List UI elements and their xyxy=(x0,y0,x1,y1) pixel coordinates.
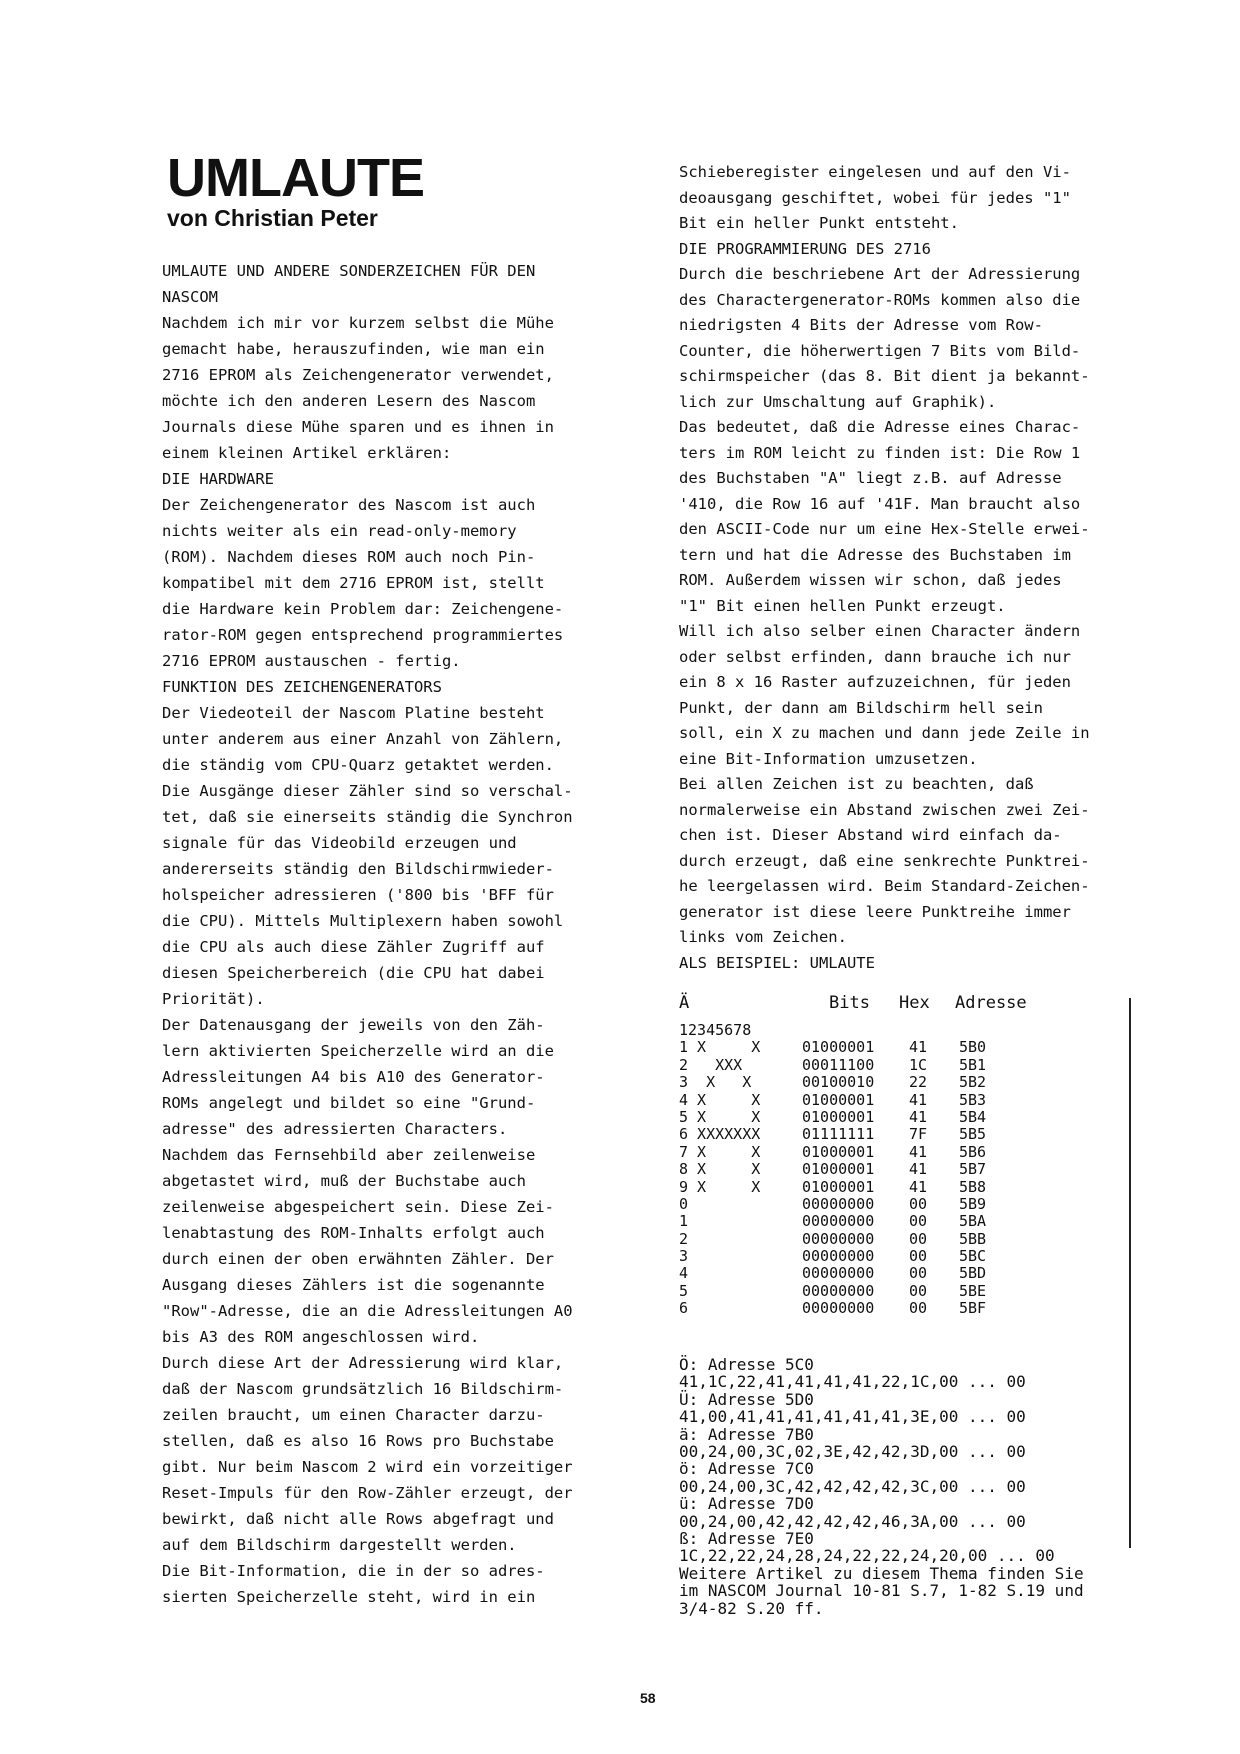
text-line: Der Viedeoteil der Nascom Platine besteht xyxy=(162,704,545,722)
umlaut-line: 3/4-82 S.20 ff. xyxy=(679,1598,824,1618)
row-hex: 41 xyxy=(909,1090,928,1109)
umlaut-list xyxy=(679,1356,1084,1617)
text-line: chen ist. Dieser Abstand wird einfach da- xyxy=(679,826,1062,844)
umlaut-line: 41,1C,22,41,41,41,41,22,1C,00 ... 00 xyxy=(679,1372,1026,1392)
text-line: bis A3 des ROM angeschlossen wird. xyxy=(162,1328,480,1346)
text-line: durch einen der oben erwähnten Zähler. Der xyxy=(162,1250,554,1268)
row-hex: 00 xyxy=(909,1299,928,1318)
text-line: Priorität). xyxy=(162,990,265,1008)
row-hex: 00 xyxy=(909,1264,928,1283)
row-bits: 00000000 xyxy=(802,1229,875,1248)
vertical-rule xyxy=(1129,998,1131,1548)
row-address: 5B2 xyxy=(959,1073,987,1092)
text-line: kompatibel mit dem 2716 EPROM ist, stellt xyxy=(162,574,545,592)
row-pattern: 1 X X xyxy=(679,1038,761,1057)
row-hex: 00 xyxy=(909,1212,928,1231)
text-line: Ausgang dieses Zählers ist die sogenannte xyxy=(162,1276,545,1294)
text-line: gemacht habe, herauszufinden, wie man ein xyxy=(162,340,545,358)
text-line: den ASCII-Code nur um eine Hex-Stelle erwei- xyxy=(679,520,1090,538)
text-line: durch erzeugt, daß eine senkrechte Punktrei- xyxy=(679,851,1090,870)
text-line: ters im ROM leicht zu finden ist: Die Row 1 xyxy=(679,443,1081,462)
umlaut-line: im NASCOM Journal 10-81 S.7, 1-82 S.19 und xyxy=(679,1581,1084,1601)
text-line: die Hardware kein Problem dar: Zeichengene- xyxy=(162,600,564,618)
text-line: Durch die beschriebene Art der Adressierung xyxy=(679,265,1081,283)
row-pattern: 2 XXX xyxy=(679,1055,743,1074)
text-line: "1" Bit einen hellen Punkt erzeugt. xyxy=(679,596,1006,615)
row-address: 5B5 xyxy=(959,1125,987,1144)
text-line: daß der Nascom grundsätzlich 16 Bildschirm- xyxy=(162,1380,564,1398)
row-pattern: 1 xyxy=(679,1212,689,1231)
umlaut-line: 00,24,00,3C,02,3E,42,42,3D,00 ... 00 xyxy=(679,1442,1026,1462)
row-address: 5BA xyxy=(959,1212,987,1231)
article-author: von Christian Peter xyxy=(167,205,378,231)
text-line: Counter, die höherwertigen 7 Bits vom Bild- xyxy=(679,341,1081,360)
table-ruler: 12345678 xyxy=(679,1021,752,1039)
umlaut-line: 41,00,41,41,41,41,41,41,3E,00 ... 00 xyxy=(679,1407,1026,1427)
text-line: NASCOM xyxy=(162,288,218,306)
text-line: einem kleinen Artikel erklären: xyxy=(162,444,452,462)
row-bits: 00000000 xyxy=(802,1194,875,1213)
umlaut-line: ä: Adresse 7B0 xyxy=(679,1424,814,1444)
text-line: ROMs angelegt und bildet so eine "Grund- xyxy=(162,1094,536,1112)
text-line: Punkt, der dann am Bildschirm hell sein xyxy=(679,698,1043,717)
row-pattern: 6 XXXXXXX xyxy=(679,1125,761,1144)
table-head-bits: Bits xyxy=(829,993,870,1013)
text-line: ein 8 x 16 Raster aufzuzeichnen, für jeden xyxy=(679,673,1071,691)
text-line: normalerweise ein Abstand zwischen zwei Zei- xyxy=(679,800,1090,819)
row-address: 5B4 xyxy=(959,1107,987,1126)
right-column xyxy=(679,160,1149,976)
text-line: 2716 EPROM als Zeichengenerator verwendet, xyxy=(162,366,554,384)
row-address: 5B0 xyxy=(959,1038,987,1057)
text-line: gibt. Nur beim Nascom 2 wird ein vorzeitiger xyxy=(162,1458,573,1476)
row-address: 5B9 xyxy=(959,1194,987,1213)
text-line: (ROM). Nachdem dieses ROM auch noch Pin- xyxy=(162,548,536,566)
text-line: zeilen braucht, um einen Character darzu- xyxy=(162,1406,545,1424)
row-bits: 01000001 xyxy=(802,1142,875,1161)
row-bits: 01000001 xyxy=(802,1177,875,1196)
text-line: UMLAUTE UND ANDERE SONDERZEICHEN FÜR DEN xyxy=(162,262,536,280)
text-line: Bei allen Zeichen ist zu beachten, daß xyxy=(679,775,1034,793)
row-bits: 01000001 xyxy=(802,1107,875,1126)
row-pattern: 7 X X xyxy=(679,1142,761,1161)
text-line: Nachdem ich mir vor kurzem selbst die Mühe xyxy=(162,314,554,332)
row-address: 5B3 xyxy=(959,1090,987,1109)
umlaut-line: ß: Adresse 7E0 xyxy=(679,1529,814,1549)
text-line: DIE PROGRAMMIERUNG DES 2716 xyxy=(679,239,931,258)
text-line: he leergelassen wird. Beim Standard-Zeichen- xyxy=(679,877,1090,895)
row-address: 5B8 xyxy=(959,1177,987,1196)
umlaut-line: 00,24,00,42,42,42,42,46,3A,00 ... 00 xyxy=(679,1511,1026,1531)
text-line: oder selbst erfinden, dann brauche ich nur xyxy=(679,647,1071,666)
text-line: deoausgang geschiftet, wobei für jedes "1" xyxy=(679,188,1071,207)
row-bits: 00000000 xyxy=(802,1247,875,1266)
text-line: links vom Zeichen. xyxy=(679,928,847,946)
umlaut-line: ü: Adresse 7D0 xyxy=(679,1494,814,1514)
text-line: Das bedeutet, daß die Adresse eines Charac- xyxy=(679,418,1081,436)
row-pattern: 4 xyxy=(679,1264,689,1283)
row-pattern: 2 xyxy=(679,1229,689,1248)
text-line: Adressleitungen A4 bis A10 des Generator- xyxy=(162,1068,545,1086)
text-line: unter anderem aus einer Anzahl von Zählern, xyxy=(162,730,564,748)
row-bits: 01000001 xyxy=(802,1090,875,1109)
text-line: soll, ein X zu machen und dann jede Zeile in xyxy=(679,724,1090,742)
row-pattern: 5 X X xyxy=(679,1107,761,1126)
row-bits: 01111111 xyxy=(802,1125,875,1144)
text-line: Die Ausgänge dieser Zähler sind so verschal- xyxy=(162,782,573,800)
text-line: lich zur Umschaltung auf Graphik). xyxy=(679,392,997,411)
text-line: adresse" des adressierten Characters. xyxy=(162,1120,508,1138)
text-line: "Row"-Adresse, die an die Adressleitungen A0 xyxy=(162,1302,573,1320)
umlaut-line: Weitere Artikel zu diesem Thema finden Sie xyxy=(679,1563,1084,1583)
row-address: 5B1 xyxy=(959,1055,987,1074)
umlaut-line: ö: Adresse 7C0 xyxy=(679,1459,814,1479)
umlaut-line: 1C,22,22,24,28,24,22,22,24,20,00 ... 00 xyxy=(679,1546,1055,1566)
row-pattern: 6 xyxy=(679,1299,689,1318)
row-pattern: 4 X X xyxy=(679,1090,761,1109)
article-title: UMLAUTE xyxy=(167,148,424,208)
text-line: '410, die Row 16 auf '41F. Man braucht also xyxy=(679,494,1081,513)
text-line: tet, daß sie einerseits ständig die Synchron xyxy=(162,808,573,826)
row-hex: 22 xyxy=(909,1073,928,1092)
text-line: auf dem Bildschirm dargestellt werden. xyxy=(162,1536,517,1554)
text-line: sierten Speicherzelle steht, wird in ein xyxy=(162,1588,536,1606)
text-line: diesen Speicherbereich (die CPU hat dabei xyxy=(162,964,545,982)
row-hex: 00 xyxy=(909,1247,928,1266)
umlaut-line: 00,24,00,3C,42,42,42,42,3C,00 ... 00 xyxy=(679,1476,1026,1496)
left-column xyxy=(162,258,617,1610)
row-pattern: 5 xyxy=(679,1281,689,1300)
text-line: Bit ein heller Punkt entsteht. xyxy=(679,214,959,232)
row-pattern: 8 X X xyxy=(679,1160,761,1179)
text-line: möchte ich den anderen Lesern des Nascom xyxy=(162,392,536,410)
table-head-hex: Hex xyxy=(899,993,930,1013)
text-line: lern aktivierten Speicherzelle wird an die xyxy=(162,1042,554,1060)
text-line: niedrigsten 4 Bits der Adresse vom Row- xyxy=(679,316,1043,334)
row-address: 5B7 xyxy=(959,1160,987,1179)
row-address: 5BB xyxy=(959,1229,987,1248)
row-bits: 00100010 xyxy=(802,1073,875,1092)
row-bits: 00000000 xyxy=(802,1281,875,1300)
text-line: 2716 EPROM austauschen - fertig. xyxy=(162,652,461,670)
row-hex: 00 xyxy=(909,1281,928,1300)
text-line: des Charactergenerator-ROMs kommen also die xyxy=(679,290,1081,309)
text-line: lenabtastung des ROM-Inhalts erfolgt auch xyxy=(162,1224,545,1242)
row-hex: 41 xyxy=(909,1142,928,1161)
text-line: Die Bit-Information, die in der so adres- xyxy=(162,1562,545,1580)
text-line: ROM. Außerdem wissen wir schon, daß jedes xyxy=(679,571,1062,589)
row-address: 5BC xyxy=(959,1247,987,1266)
row-hex: 41 xyxy=(909,1107,928,1126)
row-hex: 1C xyxy=(909,1055,928,1074)
row-pattern: 3 xyxy=(679,1247,689,1266)
row-address: 5BD xyxy=(959,1264,987,1283)
row-address: 5BE xyxy=(959,1281,987,1300)
text-line: tern und hat die Adresse des Buchstaben im xyxy=(679,545,1071,564)
row-bits: 00000000 xyxy=(802,1299,875,1318)
umlaut-line: Ö: Adresse 5C0 xyxy=(679,1355,814,1374)
page-number: 58 xyxy=(640,1690,656,1706)
umlaut-line: Ü: Adresse 5D0 xyxy=(679,1389,814,1409)
row-bits: 00011100 xyxy=(802,1055,875,1074)
text-line: Reset-Impuls für den Row-Zähler erzeugt, der xyxy=(162,1484,573,1502)
text-line: stellen, daß es also 16 Rows pro Buchstabe xyxy=(162,1432,554,1450)
row-hex: 7F xyxy=(909,1125,928,1144)
row-bits: 01000001 xyxy=(802,1160,875,1179)
text-line: signale für das Videobild erzeugen und xyxy=(162,834,517,852)
row-hex: 00 xyxy=(909,1229,928,1248)
text-line: Der Datenausgang der jeweils von den Zäh- xyxy=(162,1016,545,1034)
text-line: Durch diese Art der Adressierung wird klar, xyxy=(162,1354,564,1372)
text-line: nichts weiter als ein read-only-memory xyxy=(162,522,517,540)
row-hex: 41 xyxy=(909,1038,928,1057)
text-line: Will ich also selber einen Character ändern xyxy=(679,622,1081,640)
text-line: ALS BEISPIEL: UMLAUTE xyxy=(679,953,875,972)
row-hex: 41 xyxy=(909,1177,928,1196)
text-line: des Buchstaben "A" liegt z.B. auf Adresse xyxy=(679,469,1062,487)
table-char: Ä xyxy=(679,993,690,1013)
row-pattern: 0 xyxy=(679,1194,689,1213)
row-address: 5BF xyxy=(959,1299,987,1318)
row-bits: 00000000 xyxy=(802,1264,875,1283)
text-line: FUNKTION DES ZEICHENGENERATORS xyxy=(162,678,442,696)
text-line: abgetastet wird, muß der Buchstabe auch xyxy=(162,1172,526,1190)
text-line: die CPU als auch diese Zähler Zugriff auf xyxy=(162,938,545,956)
text-line: zeilenweise abgespeichert sein. Diese Zei- xyxy=(162,1198,554,1216)
text-line: DIE HARDWARE xyxy=(162,470,274,488)
row-address: 5B6 xyxy=(959,1142,987,1161)
row-hex: 00 xyxy=(909,1194,928,1213)
text-line: Schieberegister eingelesen und auf den Vi- xyxy=(679,163,1071,181)
text-line: generator ist diese leere Punktreihe immer xyxy=(679,902,1071,921)
text-line: andererseits ständig den Bildschirmwieder- xyxy=(162,860,554,878)
text-line: bewirkt, daß nicht alle Rows abgefragt und xyxy=(162,1510,554,1528)
row-pattern: 9 X X xyxy=(679,1177,761,1196)
text-line: die ständig vom CPU-Quarz getaktet werden. xyxy=(162,756,554,774)
text-line: holspeicher adressieren ('800 bis 'BFF für xyxy=(162,886,554,904)
text-line: die CPU). Mittels Multiplexern haben sowohl xyxy=(162,912,564,930)
row-pattern: 3 X X xyxy=(679,1073,752,1092)
text-line: Nachdem das Fernsehbild aber zeilenweise xyxy=(162,1146,536,1164)
text-line: rator-ROM gegen entsprechend programmiertes xyxy=(162,626,564,644)
row-bits: 00000000 xyxy=(802,1212,875,1231)
table-head-address: Adresse xyxy=(955,993,1027,1013)
row-bits: 01000001 xyxy=(802,1038,875,1057)
text-line: Der Zeichengenerator des Nascom ist auch xyxy=(162,496,536,514)
text-line: Journals diese Mühe sparen und es ihnen in xyxy=(162,418,554,436)
row-hex: 41 xyxy=(909,1160,928,1179)
text-line: schirmspeicher (das 8. Bit dient ja bekannt- xyxy=(679,367,1090,385)
text-line: eine Bit-Information umzusetzen. xyxy=(679,749,978,768)
